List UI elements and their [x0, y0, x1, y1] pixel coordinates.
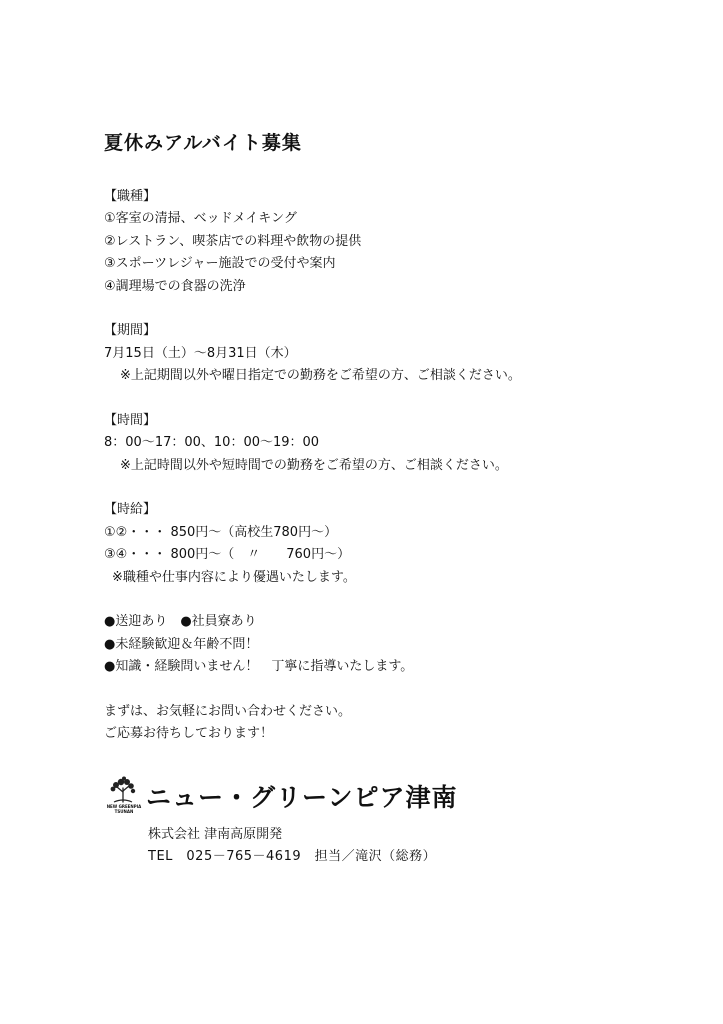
- closing-line: まずは、お気軽にお問い合わせください。: [104, 703, 352, 719]
- tree-emblem-icon: [104, 776, 142, 816]
- company-logo-name: ニュー・グリーンピア津南: [146, 783, 458, 812]
- wage-line: ①②・・・ 850円～（高校生780円～）: [104, 524, 338, 540]
- benefit-item: ●知識・経験問いません！ 丁寧に指導いたします。: [104, 659, 414, 675]
- company-logo: [104, 776, 458, 816]
- wage-heading: 【時給】: [104, 502, 157, 518]
- period-heading: 【期間】: [104, 323, 157, 339]
- job-type-item: ④調理場での食器の洗浄: [104, 278, 246, 294]
- period-dates: 7月15日（土）～8月31日（木）: [104, 345, 297, 361]
- wage-note: ※職種や仕事内容により優遇いたします。: [112, 569, 356, 585]
- contact-info: TEL 025－765－4619 担当／滝沢（総務）: [148, 849, 437, 864]
- benefit-item: ●未経験歓迎＆年齢不問！: [104, 636, 259, 652]
- flyer-body: [104, 186, 704, 746]
- job-types-heading: 【職種】: [104, 189, 157, 204]
- hours-times: 8：00～17：00、10：00～19：00: [104, 435, 320, 451]
- job-type-item: ②レストラン、喫茶店での料理や飲物の提供: [104, 233, 362, 249]
- closing-line: ご応募お待ちしております！: [104, 726, 274, 742]
- job-type-item: ①客室の清掃、ベッドメイキング: [104, 211, 297, 227]
- page-title: 夏休みアルバイト募集: [104, 132, 302, 154]
- period-note: ※上記期間以外や曜日指定での勤務をご希望の方、ご相談ください。: [120, 368, 521, 384]
- emblem-caption: NEW GREENPIA TSUNAN: [106, 804, 142, 814]
- benefit-item: ●送迎あり ●社員寮あり: [104, 614, 257, 630]
- job-type-item: ③スポーツレジャー施設での受付や案内: [104, 256, 336, 272]
- company-name: 株式会社 津南高原開発: [148, 827, 283, 842]
- hours-note: ※上記時間以外や短時間での勤務をご希望の方、ご相談ください。: [120, 457, 508, 473]
- hours-heading: 【時間】: [104, 412, 157, 428]
- wage-line: ③④・・・ 800円～（ 〃 760円～）: [104, 547, 351, 563]
